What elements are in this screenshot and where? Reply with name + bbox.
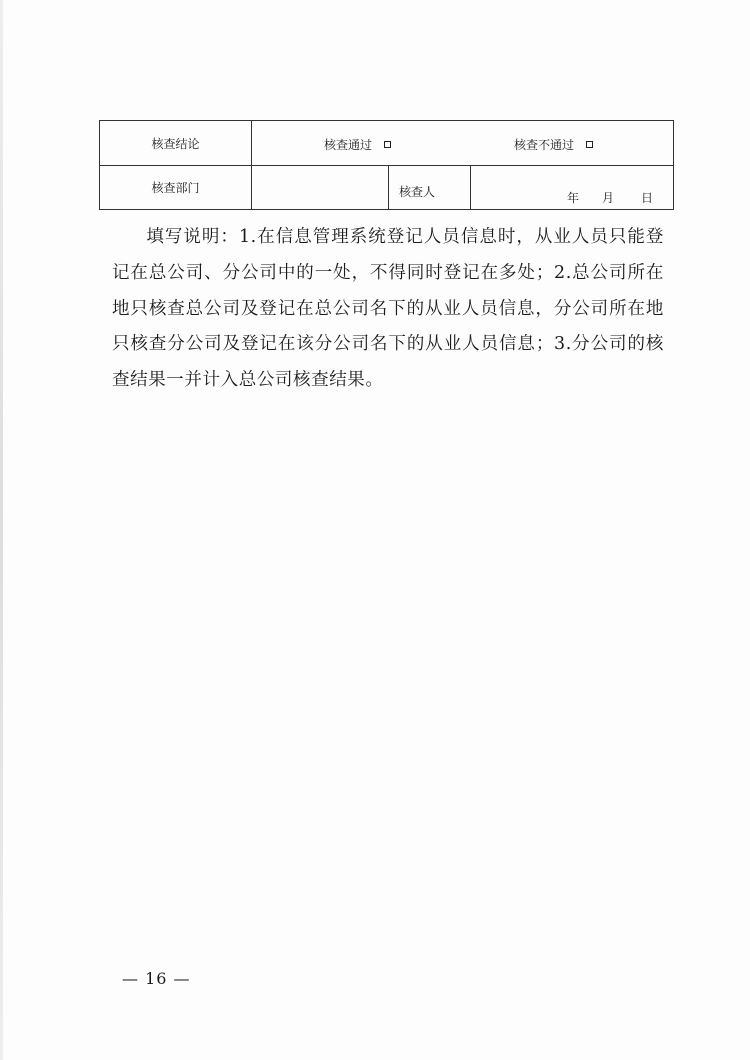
department-row: [100, 166, 674, 210]
date-month-label: 月: [602, 191, 615, 205]
fail-label: 核查不通过: [514, 138, 575, 152]
conclusion-options: [252, 121, 674, 166]
pass-label: 核查通过: [324, 138, 373, 152]
department-value-field[interactable]: [252, 166, 389, 210]
fail-option[interactable]: [514, 136, 593, 153]
instructions-text: 填写说明：1.在信息管理系统登记人员信息时，从业人员只能登记在总公司、分公司中的一处，不得同时登记在多处；2.总公司所在地只核查总公司及登记在总公司名下的从业人员信息，分公司所在地只核查分公司及登记在该分公司名下的从业人员信息；3.分公司的核查结果一并计入总公司核查结果。: [112, 227, 664, 391]
conclusion-row: [100, 121, 674, 166]
checker-cell: [389, 166, 471, 210]
verification-table: [99, 120, 674, 210]
fail-checkbox[interactable]: [586, 141, 593, 148]
pass-option[interactable]: [324, 136, 391, 153]
department-label: 核查部门: [100, 166, 252, 210]
date-day-label: 日: [641, 191, 654, 205]
pass-checkbox[interactable]: [384, 141, 391, 148]
date-field[interactable]: [471, 166, 674, 210]
conclusion-label: 核查结论: [100, 121, 252, 166]
date-year-label: 年: [567, 191, 580, 205]
checker-label: 核查人: [399, 185, 436, 199]
filling-instructions: [112, 220, 664, 399]
scan-edge: [0, 0, 3, 1060]
page-number: — 16 —: [122, 969, 191, 988]
